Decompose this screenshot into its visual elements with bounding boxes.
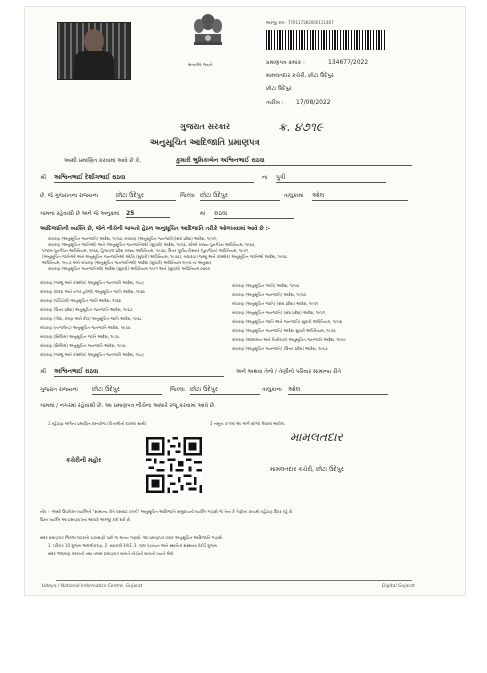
list-item: બંધારણ (અનુસૂચિત જાતિ) આદેશ, ૧૯૫૦ <box>232 283 300 288</box>
para-line: બંધારણ (અનુસૂચિત જાતિઓ) અને (અનુસૂચિત જનજાતિઓ) (સુધારો) આદેશ, ૧૯૫૬, બોમ્બે રાજ્ય પુનર્ગઠન અધિનિયમ, ૧૯૬૦, <box>48 242 256 247</box>
village: છોટા ઉદેપુર <box>116 192 176 201</box>
district-label: જિલ્લા <box>170 387 185 393</box>
list-item: બંધારણ (દાદરા અને નગર હવેલી) અનુસૂચિત જાતિ આદેશ, ૧૯૬૨ <box>40 289 145 294</box>
footer-left: Udeyo / National Informatics Centre, Gujarat <box>42 584 143 589</box>
resident-label: ગામના રહેવાસી છે અને જે અનુક્રમાં <box>40 211 120 217</box>
para-line: બંધારણ (અનુસૂચિત જનજાતિઓ) આદેશ (સુધારો) અધિનિયમ ૧૯૯૧ અને (સુધારો) અધિનિયમ ૨૦૦૨ <box>48 266 210 271</box>
tribe: રાઠવા <box>214 210 294 219</box>
office-line-1: મામલતદાર કચેરી, છોટા ઉદેપુર <box>266 73 334 79</box>
father-name-repeat: અશ્વિનભાઈ રાઠવા <box>54 368 224 377</box>
taluka-label: તાલુકાના <box>262 387 282 393</box>
emblem-caption: સત્યમેવ જયતે <box>188 62 213 67</box>
government-title: ગુજરાત સરકાર <box>180 122 230 131</box>
list-item: બંધારણ (અનુસૂચિત જાતિ) (સંઘ પ્રદેશ) આદેશ, ૧૯૫૧ <box>232 301 319 306</box>
relation: પુત્રી <box>276 174 386 183</box>
list-item: બંધારણ (અનુસૂચિત જાતિ અને જનજાતિ) સુધારો અધિનિયમ, ૧૯૫૬ <box>232 319 342 324</box>
district-2: છોટા ઉદેપુર <box>190 386 260 395</box>
national-emblem-icon <box>190 12 226 64</box>
note-line: 1. પરિપત્ર 10 મુજબ અમલીકરણ, 2. સરકારી રેકોર્ડ, 3. ગ્રામ પંચાયત અને સ્થાનિક સંસ્થાના રેકોર્ડ મુજબ <box>48 543 218 548</box>
office-seal-label: કચેરીની મહોર <box>66 457 102 464</box>
of-label: ના <box>262 175 268 181</box>
barcode <box>266 30 386 50</box>
list-item: બંધારણ (અનુસૂચિત જનજાતિ) (સંઘ પ્રદેશ) આદેશ, ૧૯૫૧ <box>232 310 325 315</box>
applicant-name: કુમારી ભુમિકાબેન અશ્વિનભાઈ રાઠવા <box>176 157 412 166</box>
state-label: ગુજરાત રાજ્યના <box>40 387 78 393</box>
applicant-photo <box>57 22 131 80</box>
footer-right: Digital Gujarat <box>382 584 415 589</box>
certificate-number: 134677/2022 <box>328 59 369 66</box>
father-name: અશ્વિનભાઈ દેશીંગભાઈ રાઠવા <box>54 174 254 183</box>
shri-label: શ્રી <box>40 369 47 375</box>
date-label: તારીખ : <box>266 100 284 106</box>
taluka: ઓલ <box>312 192 408 201</box>
list-item: બંધારણ (આંદામાન અને નિકોબાર) અનુસૂચિત જનજાતિ આદેશ, ૧૯૫૯ <box>232 337 346 342</box>
office-line-2: છોટા ઉદેપુર <box>266 86 292 92</box>
list-item: બંધારણ (સિક્કિમ) અનુસૂચિત જનજાતિ આદેશ, ૧૯૭૮ <box>40 343 127 348</box>
para-line: (અનુસૂચિત જાતિઓ અને અનુસૂચિત જનજાતિઓ ઓર્ડર (સુધારો) અધિનિયમ, ૧૯૭૬), બંધારણ (જમ્મુ અને કાશ્મીર) અનુસૂચિત જાતિઓ આદેશ, ૧૯૫૬ <box>42 254 287 259</box>
list-item: બંધારણ (ઉત્તર પ્રદેશ) અનુસૂચિત જનજાતિ આદેશ, ૧૯૬૭ <box>40 307 133 312</box>
signatory-designation: મામલતદાર કચેરી, છોટા ઉદેપુર <box>270 466 344 473</box>
issue-date: 17/08/2022 <box>296 99 331 106</box>
declaration-line: આદિજાતિની વ્યક્તિ છે, જેને નીચેની બાબતો હેઠળ અનુસૂચિત આદિજાતિ તરીકે ઓળખવામાં આવે છે :- <box>40 226 271 232</box>
list-item: બંધારણ (જમ્મુ અને કાશ્મીર) અનુસૂચિત જનજાતિ આદેશ, ૧૯૮૯ <box>40 280 145 285</box>
enclosure-1: 1 રહેઠાણ અંગેના પ્રમાણિત દસ્તાવેજ (પિતાશ્રીનો દાખલા સાથે) <box>48 421 147 426</box>
serial-number: 25 <box>126 210 170 218</box>
list-item: બંધારણ (અનુસૂચિત જનજાતિ) આદેશ સુધારો અધિનિયમ, ૧૯૭૬ <box>232 328 336 333</box>
taluka-label: તાલુકામાં <box>284 193 304 199</box>
list-item: બંધારણ (નાગાલેન્ડ) અનુસૂચિત જનજાતિ આદેશ, ૧૯૭૦ <box>40 325 131 330</box>
district-label: જિલ્લા <box>180 193 195 199</box>
district: છોટા ઉદેપુર <box>200 192 280 201</box>
para-line: અધિનિયમ, ૧૯૮૭ અને બંધારણ (અનુસૂચિત જનજાતિઓ) આદેશ (સુધારો) અધિનિયમ ૧૯૯૦ ના અનુસાર <box>42 260 212 265</box>
in-label: માં <box>200 211 206 217</box>
para-line: બંધારણ (અનુસૂચિત જનજાતિ) આદેશ, ૧૯૫૦, બંધારણ (અનુસૂચિત જનજાતિ)(સંઘ પ્રદેશ) આદેશ, ૧૯૫૧, <box>48 236 218 241</box>
list-item: બંધારણ (સિક્કિમ) અનુસૂચિત જાતિ આદેશ, ૧૯૭૮ <box>40 334 120 339</box>
footer-divider <box>56 580 412 581</box>
certify-prefix: આથી પ્રમાણિત કરવામાં આવે છે કે, <box>64 158 142 164</box>
basis-line: ગામમાં / નગરમાં રહેવાસી છે. આ પ્રમાણપત્ર નીચેના આધારે રજૂ કરવામાં આવે છે. <box>40 403 216 409</box>
signature: મામલતદાર <box>290 430 343 444</box>
list-item: બંધારણ (અનુસૂચિત જનજાતિ) (ઉત્તર પ્રદેશ) આદેશ, ૧૯૬૭ <box>232 346 328 351</box>
state-label: છે. જે ગુજરાતના રાજ્યના <box>40 193 99 199</box>
qr-code-icon <box>146 437 202 493</box>
list-item: બંધારણ (જમ્મુ અને કાશ્મીર) અનુસૂચિત જનજાતિ આદેશ, ૧૯૮૯ <box>40 352 145 357</box>
certificate-number-label: પ્રમાણપત્ર ક્રમાંક : <box>266 60 305 66</box>
list-item: બંધારણ (ગોવા, દમણ અને દીવ) અનુસૂચિત જાતિ આદેશ, ૧૯૬૮ <box>40 316 142 321</box>
list-item: બંધારણ (પોંડિચેરી) અનુસૂચિત જાતિ આદેશ, ૧૯૬૪ <box>40 298 122 303</box>
village-2: છોટા ઉદેપુર <box>92 386 162 395</box>
para-line: પંજાબ પુનર્ગઠન અધિનિયમ, ૧૯૬૬, હિમાચલ પ્રદેશ રાજ્ય અધિનિયમ, ૧૯૭૦, ઉત્તર પૂર્વીય વિસ્તાર (પુનર્ગઠન) અધિનિયમ, ૧૯૭૧ <box>42 248 248 253</box>
certificate-title: અનુસૂચિત આદિજાતિ પ્રમાણપત્ર <box>150 138 260 148</box>
note-line: નોંધ :- આથી ઉપરોક્ત વ્યક્તિને "સામાન્ય રીતે વસવાટ કરતી" અનુસૂચિત આદિજાતિ સમુદાયની વ્યક્તિ ગણાશે જે તેના કે તેણીના કાયમી રહેઠાણ ઉપર રહે છે. <box>40 509 294 514</box>
taluka-2: ઓલ <box>288 386 388 395</box>
note-line: સદર પ્રમાણપત્ર જિલ્લા ઘટકની ચકાસણી પછી જ માન્ય ગણાશે. આ પ્રમાણપત્ર ધારક અનુસૂચિત આદિજાતિ ગણાશે. <box>40 535 224 540</box>
note-line: સદર ભલામણ કરવાની તથા તમામ પ્રમાણપત્ર બાબતે નીચેની બાબતો ધ્યાને લેવી. <box>48 551 175 556</box>
handwritten-number: ક્ર. ૪૭૧૯ <box>278 120 323 134</box>
application-code: અરજી ક્રમ : 770117382000111467 <box>266 20 334 25</box>
enclosure-2: 2 નમૂના ક-૧માં આ અંગે સોગંદ લેવામાં આવેલ. <box>210 421 286 426</box>
list-item: બંધારણ (અનુસૂચિત જનજાતિ) આદેશ, ૧૯૫૦ <box>232 292 306 297</box>
shri-label: શ્રી <box>40 175 47 181</box>
note-line: ઉક્ત વ્યક્તિ આ પ્રમાણપત્રના આધારે અરજી કરી શકે છે. <box>40 517 132 522</box>
family-residence-text: અને અથવા તેનો / તેણીનો પરિવાર સામાન્ય રીતે <box>236 369 342 375</box>
